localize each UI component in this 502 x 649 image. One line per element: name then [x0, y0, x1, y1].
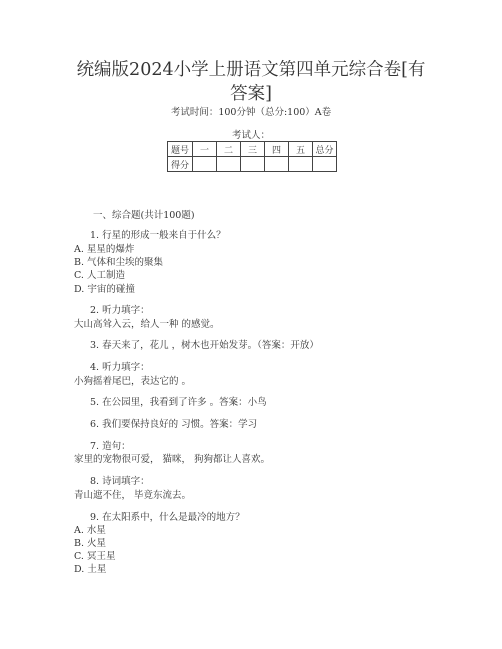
score-cell — [265, 157, 289, 172]
question-5-stem: 5. 在公园里，我看到了许多 。答案：小鸟 — [90, 397, 267, 408]
question-9-option-a: A. 水星 — [74, 525, 106, 536]
question-9-option-d: D. 土星 — [74, 564, 107, 575]
examiner-label: 考试人： — [231, 130, 270, 141]
question-8-body: 青山遮不住， 毕竟东流去。 — [74, 490, 192, 501]
question-1-stem: 1. 行星的形成一般来自于什么？ — [90, 230, 226, 241]
question-2-stem: 2. 听力填字： — [90, 305, 150, 316]
score-header-cell: 三 — [241, 142, 265, 157]
score-header-cell: 总分 — [313, 142, 337, 157]
question-4-stem: 4. 听力填字： — [90, 362, 150, 373]
score-cell — [241, 157, 265, 172]
score-table — [167, 141, 337, 172]
question-8-stem: 8. 诗词填字： — [90, 476, 150, 487]
question-7-body: 家里的宠物很可爱， 猫咪， 狗狗都让人喜欢。 — [74, 454, 271, 465]
question-9-option-b: B. 火星 — [74, 538, 107, 549]
question-6-stem: 6. 我们要保持良好的 习惯。答案：学习 — [90, 419, 258, 430]
score-header-cell: 五 — [289, 142, 313, 157]
question-9-stem: 9. 在太阳系中，什么是最冷的地方？ — [90, 512, 245, 523]
question-4-body: 小狗摇着尾巴，表达它的 。 — [74, 376, 192, 387]
score-cell — [193, 157, 217, 172]
question-7-stem: 7. 造句： — [90, 441, 131, 452]
question-1-option-a: A. 星星的爆炸 — [74, 244, 135, 255]
score-row-label: 得分 — [168, 157, 193, 172]
exam-subtitle: 考试时间：100分钟（总分:100）A卷 — [170, 107, 332, 118]
question-1-option-b: B. 气体和尘埃的聚集 — [74, 257, 164, 268]
score-header-cell: 题号 — [168, 142, 193, 157]
section-heading: 一、综合题(共计100题) — [93, 210, 195, 221]
score-cell — [289, 157, 313, 172]
score-table-score-row — [168, 157, 337, 172]
score-cell — [217, 157, 241, 172]
score-table-header-row — [168, 142, 337, 157]
score-cell — [313, 157, 337, 172]
score-header-cell: 四 — [265, 142, 289, 157]
title-line-1: 统编版2024小学上册语文第四单元综合卷[有 — [76, 60, 426, 80]
score-header-cell: 一 — [193, 142, 217, 157]
question-2-body: 大山高耸入云，给人一种 的感觉。 — [74, 319, 220, 330]
score-header-cell: 二 — [217, 142, 241, 157]
question-1-option-c: C. 人工制造 — [74, 270, 125, 281]
question-9-option-c: C. 冥王星 — [74, 551, 116, 562]
title-line-2: 答案] — [230, 84, 272, 104]
question-3-stem: 3. 春天来了，花儿 ，树木也开始发芽。（答案：开放） — [90, 340, 319, 351]
exam-title — [40, 58, 462, 106]
question-1-option-d: D. 宇宙的碰撞 — [74, 284, 135, 295]
